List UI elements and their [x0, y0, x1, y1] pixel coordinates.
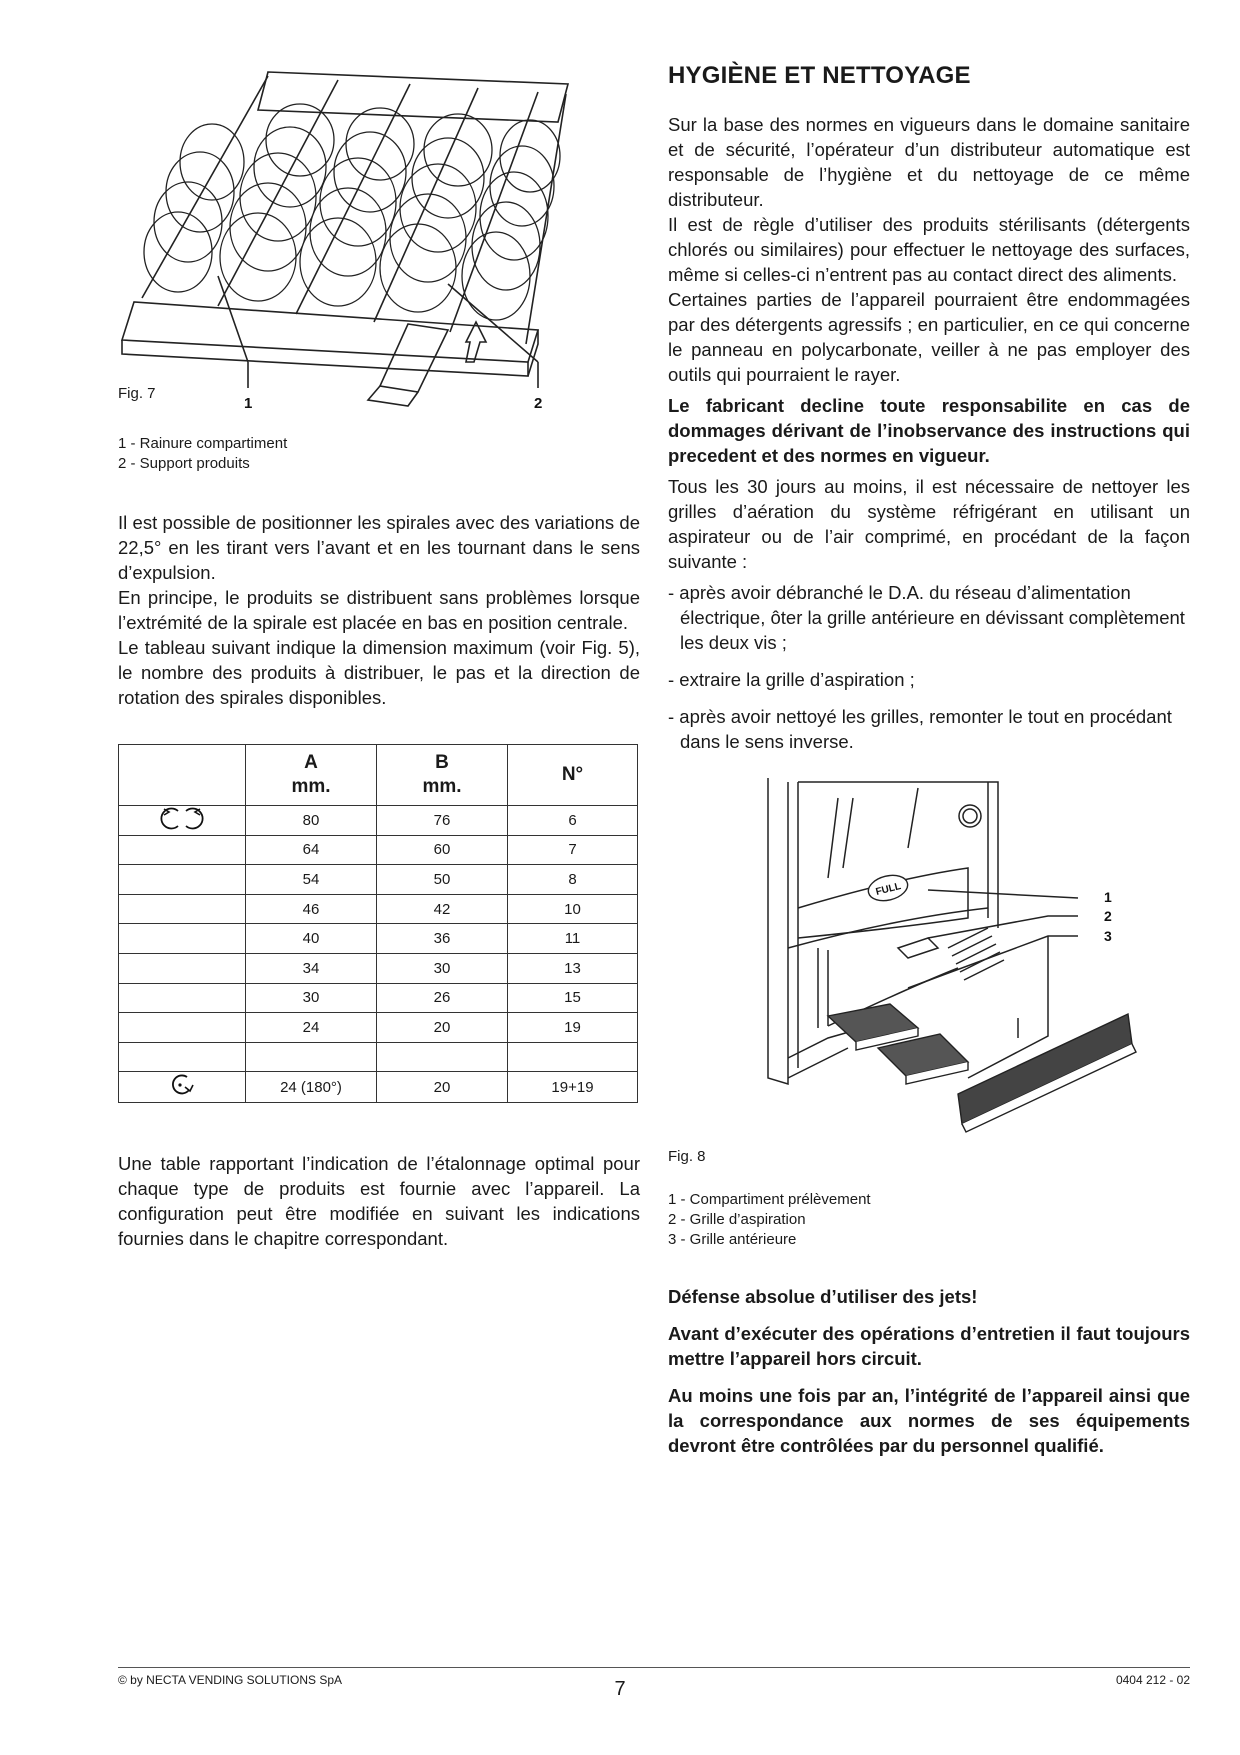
table-row — [119, 924, 638, 954]
sterilizing-products-paragraph: Il est de règle d’utiliser des produits stérilisants (détergents chlorés ou similaires) pour effectuer le nettoyage des surfaces, même si celles-ci n’entrent pas au contact direct des aliments. — [668, 214, 1190, 285]
fig8-callout-2: 2 — [1104, 908, 1112, 924]
distribution-paragraph: En principe, le produits se distribuent sans problèmes lorsque l’extrémité de la spirale est placée en bas en position centrale. — [118, 587, 640, 633]
cell-a: 34 — [246, 953, 377, 983]
machine-grilles-illustration — [668, 768, 1190, 1170]
cell-n: 19 — [508, 1013, 638, 1043]
calibration-paragraph: Une table rapportant l’indication de l’étalonnage optimal pour chaque type de produits est fournie avec l’appareil. La configuration peut être modifiée en suivant les indications fournies dans le chapitre correspondant. — [118, 1153, 640, 1250]
half-rotation-icon — [167, 1072, 197, 1098]
rotation-cell — [119, 1042, 246, 1072]
cell-n: 8 — [508, 865, 638, 895]
cell-b: 50 — [377, 865, 508, 895]
spiral-specs-table — [118, 744, 638, 1103]
list-item: - extraire la grille d’aspiration ; — [668, 669, 915, 690]
power-off-warning: Avant d’exécuter des opérations d’entretien il faut toujours mettre l’appareil hors circuit. — [668, 1323, 1190, 1369]
cell-b: 20 — [377, 1013, 508, 1043]
cell-n: 19+19 — [508, 1072, 638, 1103]
cell-a: 80 — [246, 806, 377, 836]
table-row — [119, 953, 638, 983]
document-code: 0404 212 - 02 — [1115, 1673, 1190, 1687]
no-jets-warning: Défense absolue d’utiliser des jets! — [668, 1286, 978, 1307]
cleaning-interval-paragraph: Tous les 30 jours au moins, il est nécessaire de nettoyer les grilles d’aération du système réfrigérant en utilisant un aspirateur ou de l’air comprimé, en procédant de la façon suivante : — [668, 476, 1190, 572]
rotation-cell — [119, 894, 246, 924]
fig8-callout-1: 1 — [1104, 889, 1112, 905]
manufacturer-disclaimer: Le fabricant decline toute responsabilite en cas de dommages dérivant de l’inobservance des instructions qui precedent et des normes en vigueur. — [668, 395, 1190, 466]
fig7-callout-1: 1 — [244, 395, 253, 412]
left-column — [118, 62, 640, 1251]
table-header-row — [119, 745, 638, 806]
fig7-callout-2: 2 — [534, 395, 543, 412]
fig8-legend-2: 2 - Grille d’aspiration — [668, 1211, 806, 1228]
table-row — [119, 1042, 638, 1072]
cell-b: 36 — [377, 924, 508, 954]
table-row — [119, 1072, 638, 1103]
right-column — [668, 62, 1190, 1458]
fig8-label: Fig. 8 — [668, 1148, 706, 1165]
figure-8-machine-grilles — [668, 768, 1190, 1170]
cell-a: 46 — [246, 894, 377, 924]
full-badge-label: FULL — [874, 881, 903, 898]
cell-n: 11 — [508, 924, 638, 954]
cell-b: 20 — [377, 1072, 508, 1103]
header-a — [246, 745, 377, 806]
list-item: - après avoir débranché le D.A. du réseau d’alimentation électrique, ôter la grille antérieure en dévissant complètement les deux vis ; — [668, 582, 1185, 653]
spiral-positioning-paragraph: Il est possible de positionner les spirales avec des variations de 22,5° en les tirant vers l’avant et en les tournant dans le sens d’expulsion. — [118, 512, 640, 583]
cell-a: 40 — [246, 924, 377, 954]
header-a-label: A — [304, 752, 318, 773]
cell-a — [246, 1042, 377, 1072]
cell-b: 30 — [377, 953, 508, 983]
double-rotation-icon — [154, 806, 210, 830]
table-intro-paragraph: Le tableau suivant indique la dimension maximum (voir Fig. 5), le nombre des produits à distribuer, le pas et la direction de rotation des spirales disponibles. — [118, 637, 640, 708]
cell-n: 6 — [508, 806, 638, 836]
cell-b: 76 — [377, 806, 508, 836]
header-b-unit: mm. — [422, 776, 462, 797]
table-row — [119, 983, 638, 1013]
rotation-cell — [119, 835, 246, 865]
cell-b: 42 — [377, 894, 508, 924]
rotation-cell — [119, 806, 246, 836]
annual-inspection-warning: Au moins une fois par an, l’intégrité de l’appareil ainsi que la correspondance aux normes de ses équipements devront être contrôlées par du personnel qualifié. — [668, 1385, 1190, 1456]
cell-a: 24 (180°) — [246, 1072, 377, 1103]
footer-divider — [118, 1667, 1190, 1668]
cell-n: 13 — [508, 953, 638, 983]
cell-b — [377, 1042, 508, 1072]
fig8-legend-1: 1 - Compartiment prélèvement — [668, 1191, 871, 1208]
cell-b: 26 — [377, 983, 508, 1013]
table-row — [119, 1013, 638, 1043]
removed-grilles — [828, 1004, 1136, 1132]
footer-copyright: © by NECTA VENDING SOLUTIONS SpA — [118, 1673, 343, 1687]
hygiene-responsibility-paragraph: Sur la base des normes en vigueurs dans le domaine sanitaire et de sécurité, l’opérateur d’un distributeur automatique est responsable de l’hygiène et du nettoyage de ce même distributeur. — [668, 114, 1190, 210]
section-title: HYGIÈNE ET NETTOYAGE — [668, 62, 971, 89]
cell-n: 7 — [508, 835, 638, 865]
page-number: 7 — [614, 1678, 626, 1700]
rotation-cell — [119, 924, 246, 954]
header-b — [377, 745, 508, 806]
cell-n: 15 — [508, 983, 638, 1013]
rotation-cell — [119, 865, 246, 895]
rotation-cell — [119, 983, 246, 1013]
table-row — [119, 806, 638, 836]
polycarbonate-warning-paragraph: Certaines parties de l’appareil pourraient être endommagées par des détergents agressifs ; en particulier, en ce qui concerne le panneau en polycarbonate, veiller à ne pas employer des outils qui pourraient le rayer. — [668, 289, 1190, 385]
table-row — [119, 865, 638, 895]
cell-a: 30 — [246, 983, 377, 1013]
fig7-legend-2: 2 - Support produits — [118, 455, 250, 472]
rotation-cell — [119, 1013, 246, 1043]
rotation-header-cell — [119, 745, 246, 806]
spiral-tray-illustration — [118, 62, 640, 434]
cell-b: 60 — [377, 835, 508, 865]
cell-a: 24 — [246, 1013, 377, 1043]
header-b-label: B — [435, 752, 449, 773]
cell-a: 54 — [246, 865, 377, 895]
cell-n — [508, 1042, 638, 1072]
full-badge — [866, 872, 911, 905]
cleaning-steps-list — [668, 580, 1190, 754]
cell-a: 64 — [246, 835, 377, 865]
fig8-legend-3: 3 - Grille antérieure — [668, 1231, 797, 1248]
table-row — [119, 835, 638, 865]
header-n: N° — [508, 745, 638, 806]
header-a-unit: mm. — [291, 776, 331, 797]
figure-7-spiral-tray — [118, 62, 640, 434]
fig8-callout-3: 3 — [1104, 928, 1112, 944]
cell-n: 10 — [508, 894, 638, 924]
rotation-cell — [119, 953, 246, 983]
table-row — [119, 894, 638, 924]
list-item: - après avoir nettoyé les grilles, remonter le tout en procédant dans le sens inverse. — [668, 706, 1172, 752]
fig7-legend-1: 1 - Rainure compartiment — [118, 435, 288, 452]
fig7-label: Fig. 7 — [118, 385, 156, 402]
rotation-cell — [119, 1072, 246, 1103]
